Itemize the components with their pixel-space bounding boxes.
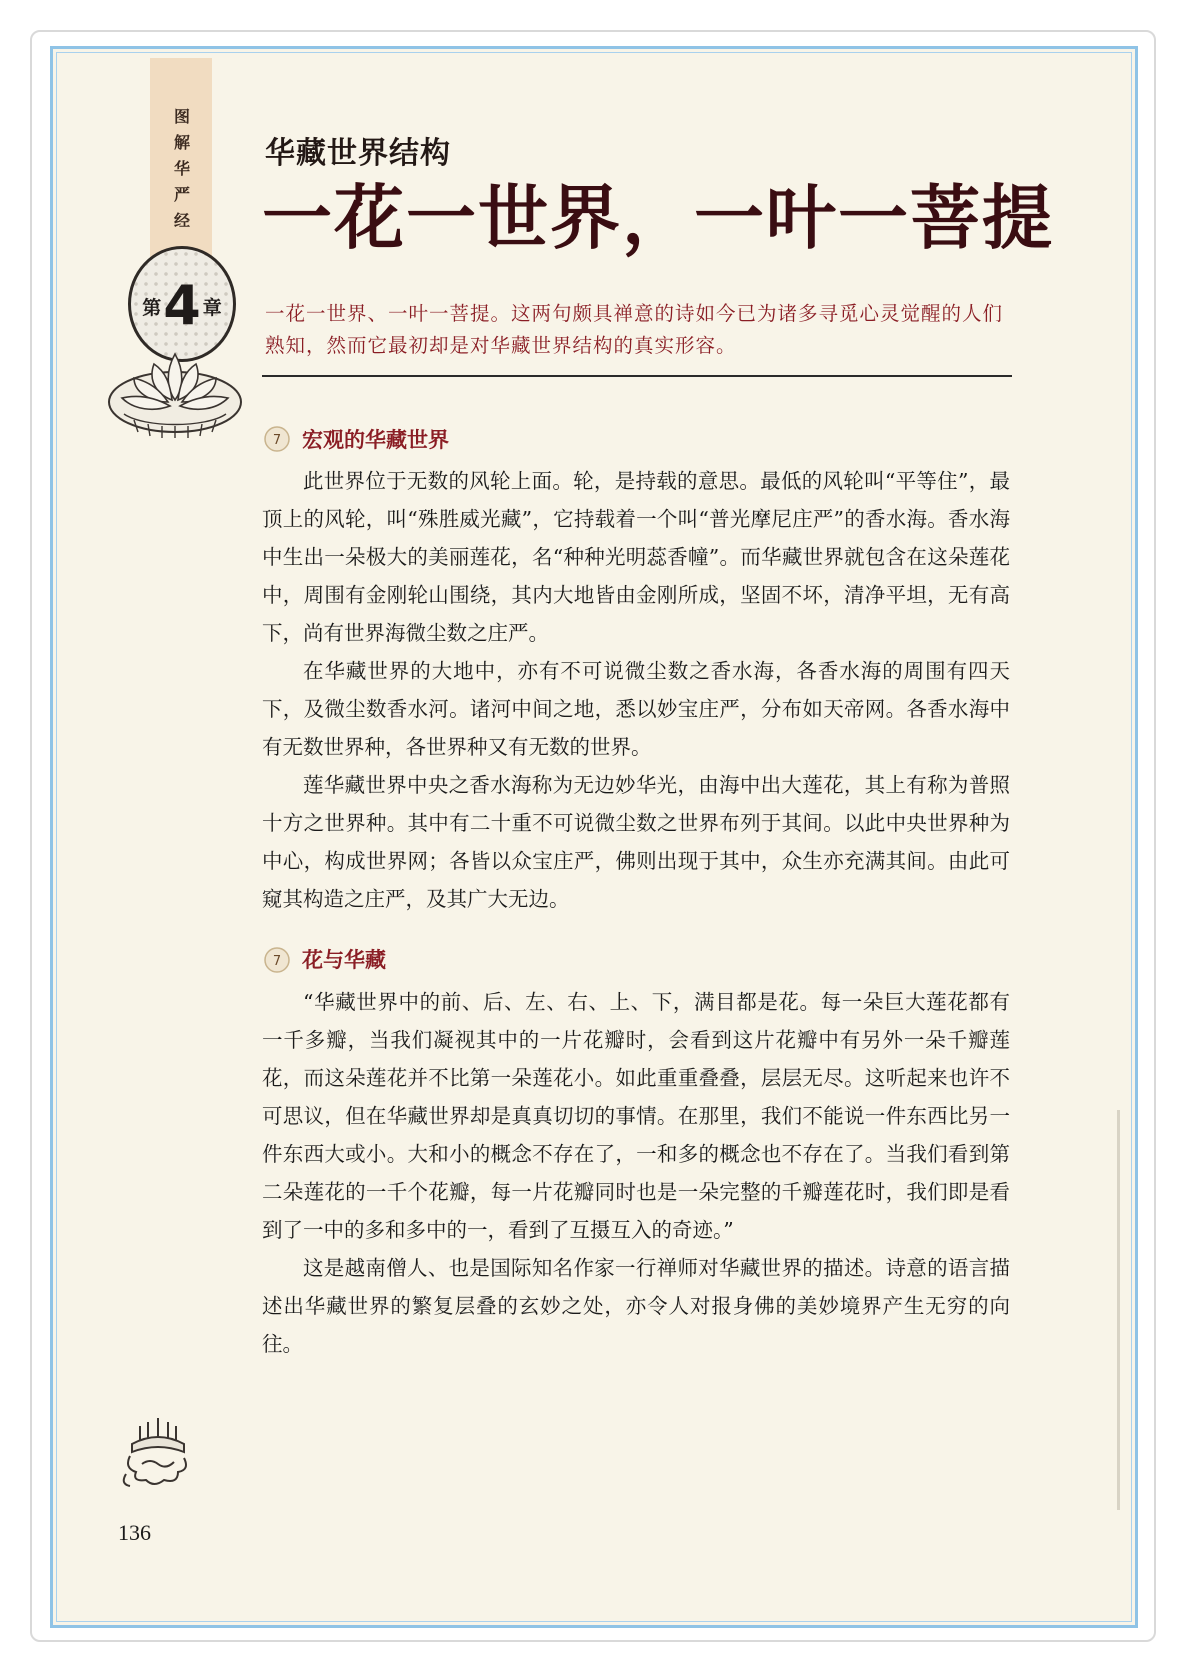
book-title-vertical: 图 解 华 严 经 <box>173 107 190 230</box>
chapter-prefix: 第 <box>142 296 162 319</box>
intro-text: 一花一世界、一叶一菩提。这两句颇具禅意的诗如今已为诸多寻觅心灵觉醒的人们熟知，然而它最初却是对华藏世界结构的真实形容。 <box>265 302 1004 357</box>
chapter-number: 4 <box>163 274 201 337</box>
body-paragraph: 在华藏世界的大地中，亦有不可说微尘数之香水海，各香水海的周围有四天下，及微尘数香水河。诸河中间之地，悉以妙宝庄严，分布如天帝网。各香水海中有无数世界种，各世界种又有无数的世界。 <box>262 659 1010 759</box>
page-subtitle: 华藏世界结构 <box>265 136 451 171</box>
cloud-ornament-icon <box>120 1412 196 1492</box>
body-paragraph: 这是越南僧人、也是国际知名作家一行禅师对华藏世界的描述。诗意的语言描述出华藏世界的繁复层叠的玄妙之处，亦令人对报身佛的美妙境界产生无穷的向往。 <box>262 1256 1010 1356</box>
section-marker-icon <box>262 424 292 454</box>
page-edge-shadow <box>1117 1110 1120 1510</box>
section-heading: 花与华藏 <box>302 948 386 972</box>
section-body <box>262 983 1010 1363</box>
section-marker-icon <box>262 945 292 975</box>
body-paragraph: “华藏世界中的前、后、左、右、上、下，满目都是花。每一朵巨大莲花都有一千多瓣，当我们凝视其中的一片花瓣时，会看到这片花瓣中有另外一朵千瓣莲花，而这朵莲花并不比第一朵莲花小。如此重重叠叠，层层无尽。这听起来也许不可思议，但在华藏世界却是真真切切的事情。在那里，我们不能说一件东西比另一件东西大或小。大和小的概念不存在了，一和多的概念也不存在了。当我们看到第二朵莲花的一千个花瓣，每一片花瓣同时也是一朵完整的千瓣莲花时，我们即是看到了一中的多和多中的一，看到了互摄互入的奇迹。” <box>262 990 1010 1242</box>
section-body <box>262 462 1010 918</box>
page-number: 136 <box>118 1520 151 1545</box>
chapter-suffix: 章 <box>202 296 222 319</box>
page-title: 一花一世界，一叶一菩提 <box>262 176 1054 259</box>
lotus-icon <box>104 340 246 440</box>
svg-text:7: 7 <box>272 954 282 969</box>
section-heading: 宏观的华藏世界 <box>302 428 449 452</box>
chapter-label <box>132 276 232 336</box>
body-paragraph: 此世界位于无数的风轮上面。轮，是持载的意思。最低的风轮叫“平等住”，最顶上的风轮，叫“殊胜威光藏”，它持载着一个叫“普光摩尼庄严”的香水海。香水海中生出一朵极大的美丽莲花，名“种种光明蕊香幢”。而华藏世界就包含在这朵莲花中，周围有金刚轮山围绕，其内大地皆由金刚所成，坚固不坏，清净平坦，无有高下，尚有世界海微尘数之庄严。 <box>262 469 1010 645</box>
svg-text:7: 7 <box>272 433 282 448</box>
body-paragraph: 莲华藏世界中央之香水海称为无边妙华光，由海中出大莲花，其上有称为普照十方之世界种。其中有二十重不可说微尘数之世界布列于其间。以此中央世界种为中心，构成世界网；各皆以众宝庄严，佛则出现于其中，众生亦充满其间。由此可窥其构造之庄严，及其广大无边。 <box>262 773 1010 911</box>
title-divider <box>262 375 1012 377</box>
